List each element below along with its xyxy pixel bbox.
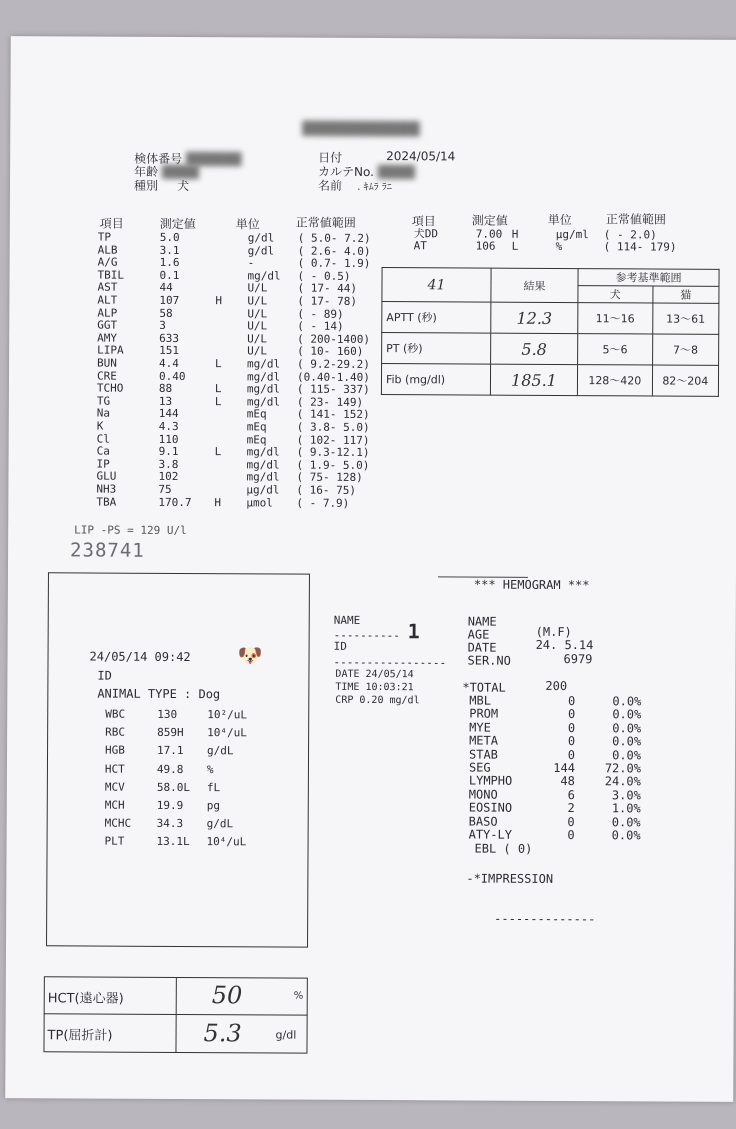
- hemo-impression: -*IMPRESSION: [466, 871, 554, 886]
- species-value: 犬: [177, 178, 190, 194]
- dog-icon: 🐶: [237, 643, 263, 668]
- hemo-age-label: AGE: [467, 627, 490, 642]
- chem-range: ( 9.2-29.2): [297, 357, 370, 371]
- hemo-item: BASO: [468, 814, 498, 829]
- chem-flag: L: [215, 357, 222, 371]
- chem-unit: U/L: [247, 294, 268, 308]
- lip-ps-line: LIP -PS = 129 U/l: [74, 523, 187, 538]
- tp-refractometer-value: 5.3: [203, 1019, 242, 1048]
- cbc-value: 19.9: [156, 798, 184, 813]
- chem-item: Cl: [96, 432, 110, 446]
- chem-range: ( 17- 78): [297, 294, 358, 308]
- coag-table-row: [382, 302, 719, 335]
- chem-header-item: 項目: [99, 216, 124, 231]
- hemo-item: MONO: [468, 787, 498, 802]
- coag-cat-range: 82〜204: [652, 365, 718, 396]
- cbc-item: HGB: [105, 743, 125, 758]
- chem-unit: g/dl: [247, 243, 275, 258]
- coag-top-flag: H: [511, 227, 519, 241]
- coag-cat-header: 猫: [653, 286, 719, 303]
- chem-value: 4.3: [158, 419, 179, 433]
- cbc-item: MCH: [104, 798, 125, 812]
- chem-range: ( - 7.9): [296, 496, 350, 510]
- chem-unit: mEq: [246, 420, 267, 434]
- hemo-count: 0: [568, 694, 576, 709]
- chem-item: AST: [97, 280, 118, 295]
- coag-cat-range: 13〜61: [652, 303, 718, 334]
- chem-item: ALT: [97, 293, 118, 307]
- chem-unit: mg/dl: [246, 458, 280, 472]
- cbc-value: 859H: [157, 726, 184, 740]
- cbc-value: 49.8: [156, 762, 184, 776]
- crp-dashes: ----------: [333, 628, 400, 643]
- cbc-animal-type: ANIMAL TYPE : Dog: [97, 686, 221, 702]
- hemo-count: 0: [567, 720, 576, 735]
- chem-unit: mg/dl: [246, 369, 281, 384]
- chem-unit: mg/dl: [247, 357, 281, 371]
- hemo-pct: 0.0%: [612, 721, 642, 736]
- chem-unit: -: [247, 256, 255, 270]
- chem-value: 75: [158, 482, 172, 496]
- chem-value: 1.6: [159, 256, 180, 270]
- coag-corner-note: 41: [427, 276, 446, 293]
- hemo-item: ATY-LY: [468, 827, 513, 842]
- coag-reference-table: [381, 267, 720, 397]
- coag-handwritten-value: 185.1: [511, 370, 557, 390]
- chem-range: ( 16- 75): [296, 483, 357, 497]
- coag-top-item: AT: [413, 239, 427, 253]
- chem-header-value: 測定値: [159, 216, 196, 232]
- chem-unit: mEq: [246, 432, 267, 447]
- chem-header-unit: 単位: [235, 217, 260, 232]
- chem-value: 3.1: [159, 243, 180, 257]
- hemo-pct: 24.0%: [604, 774, 641, 789]
- coag-top-flag: L: [511, 239, 519, 253]
- hemo-date-value: 24. 5.14: [535, 637, 594, 653]
- chem-item: Ca: [96, 444, 110, 458]
- chem-value: 4.4: [159, 356, 179, 370]
- chem-range: ( 9.3-12.1): [296, 445, 370, 460]
- hemo-item: MYE: [469, 720, 491, 735]
- coag-table-row: [381, 364, 718, 397]
- cbc-unit: 10⁴/uL: [207, 726, 247, 740]
- chem-range: ( 141- 152): [296, 407, 370, 422]
- chem-unit: U/L: [247, 319, 268, 333]
- hemo-pct: 0.0%: [612, 707, 642, 722]
- cbc-id-label: ID: [97, 668, 112, 683]
- chem-item: IP: [96, 457, 110, 471]
- coag-result-value: [491, 302, 578, 333]
- chem-range: (0.40-1.40): [296, 370, 370, 384]
- coag-dog-range: 11〜16: [578, 303, 653, 334]
- hemo-count: 48: [560, 774, 575, 789]
- coag-top-value: 7.00: [475, 227, 503, 241]
- chem-range: ( - 89): [297, 307, 344, 321]
- coag-top-value: 106: [475, 239, 496, 253]
- coag-top-range: ( 114- 179): [603, 240, 677, 254]
- coag-cat-range: 7〜8: [652, 334, 718, 365]
- lab-report-sheet: [5, 36, 736, 1102]
- chem-item: NH3: [96, 482, 117, 496]
- hemo-total-value: 200: [545, 678, 568, 694]
- coag-top-unit: μg/ml: [555, 227, 589, 242]
- specimen-label: 検体番号 ██████: [134, 151, 242, 167]
- chem-value: 9.1: [158, 445, 179, 459]
- barcode-number: 238741: [70, 539, 145, 562]
- hemo-item: LYMPHO: [468, 773, 513, 789]
- chem-unit: mg/dl: [246, 470, 280, 484]
- hct-unit: %: [293, 990, 304, 1002]
- hemo-name-label: NAME: [467, 614, 497, 629]
- chem-unit: mg/dl: [246, 382, 281, 396]
- hemo-count: 0: [567, 747, 576, 762]
- chem-range: ( 200-1400): [297, 332, 371, 346]
- cbc-unit: 10⁴/uL: [206, 835, 247, 849]
- chem-item: TBIL: [97, 268, 125, 282]
- coag-dog-header: 犬: [578, 286, 653, 303]
- chem-value: 110: [158, 432, 179, 446]
- chem-range: ( 1.9- 5.0): [296, 458, 370, 472]
- coag-table-row: [382, 333, 719, 366]
- crp-date: DATE 24/05/14: [335, 668, 414, 681]
- chem-value: 58: [159, 306, 173, 320]
- coag-test-label: APTT (秒): [382, 302, 491, 334]
- chem-value: 0.1: [159, 268, 180, 282]
- cbc-unit: g/dL: [207, 744, 234, 758]
- chem-flag: H: [214, 495, 222, 509]
- cbc-value: 58.0L: [156, 780, 191, 794]
- cbc-item: MCV: [104, 780, 125, 794]
- patient-name: . ｷﾑﾗ ﾗﾆ: [357, 181, 392, 194]
- chem-range: ( 23- 149): [296, 395, 364, 409]
- chem-unit: U/L: [247, 332, 268, 346]
- hemo-item: META: [469, 733, 499, 748]
- chem-value: 0.40: [158, 369, 186, 383]
- coag-result-header: 結果: [491, 268, 578, 302]
- hemo-age-value: (M.F): [535, 624, 572, 640]
- chem-range: ( - 0.5): [297, 269, 351, 283]
- chem-value: 88: [158, 382, 173, 396]
- hct-centrifuge-label: HCT(遠心器): [47, 991, 124, 1007]
- hemogram-title: *** HEMOGRAM ***: [473, 577, 590, 593]
- coag-handwritten-value: 5.8: [521, 339, 547, 359]
- chem-unit: mg/dl: [246, 445, 280, 459]
- chem-range: ( 0.7- 1.9): [297, 256, 371, 271]
- hemo-count: 2: [567, 801, 575, 816]
- coag-ref-header: 参考基準範囲: [578, 269, 719, 287]
- species-label: 種別 犬: [133, 178, 190, 194]
- hemo-total-label: *TOTAL: [462, 680, 506, 695]
- chem-flag: H: [215, 294, 223, 308]
- chem-value: 107: [159, 293, 180, 307]
- hemo-item: STAB: [468, 747, 498, 762]
- hemo-count: 0: [567, 814, 575, 829]
- chem-value: 13: [158, 394, 173, 408]
- hemo-pct: 0.0%: [612, 734, 642, 749]
- crp-number: 1: [407, 619, 420, 644]
- cbc-unit: %: [206, 762, 214, 776]
- chem-range: ( 115- 337): [296, 382, 370, 397]
- chem-item: AMY: [97, 331, 118, 345]
- chem-range: ( 10- 160): [297, 344, 364, 359]
- cbc-unit: fL: [206, 780, 221, 795]
- coag-test-label: PT (秒): [382, 333, 491, 365]
- hemo-pct: 1.0%: [611, 801, 641, 816]
- chem-item: TP: [97, 230, 112, 244]
- coag-handwritten-value: 12.3: [516, 308, 553, 328]
- chem-value: 5.0: [159, 230, 180, 244]
- coag-result-value: [490, 364, 577, 395]
- chem-unit: U/L: [247, 281, 268, 295]
- chem-flag: L: [214, 394, 222, 409]
- chart-no-label: カルテNo. ████: [318, 164, 415, 180]
- cbc-unit: 10²/uL: [207, 708, 248, 722]
- chem-item: BUN: [97, 356, 117, 370]
- cbc-item: MCHC: [104, 816, 132, 830]
- chem-item: GGT: [97, 318, 118, 332]
- coag-header-range: 正常値範囲: [605, 212, 666, 227]
- hemo-ebl: EBL ( 0): [474, 841, 533, 856]
- cbc-value: 130: [157, 707, 178, 721]
- chem-range: ( 5.0- 7.2): [297, 231, 371, 245]
- hemo-item: PROM: [469, 706, 499, 722]
- coag-header-value: 測定値: [471, 213, 508, 228]
- hemo-serno-value: 6979: [563, 652, 593, 667]
- cbc-value: 17.1: [157, 744, 184, 758]
- chem-range: ( 3.8- 5.0): [296, 420, 370, 434]
- tp-refractometer-label: TP(屈折計): [47, 1028, 113, 1044]
- cbc-item: HCT: [104, 762, 125, 776]
- chem-item: ALB: [97, 243, 118, 257]
- hemo-pct: 72.0%: [604, 761, 641, 776]
- cbc-unit: pg: [206, 799, 221, 813]
- coag-dog-range: 128〜420: [577, 365, 652, 396]
- chem-range: ( 2.6- 4.0): [297, 244, 371, 258]
- chem-item: TCHO: [96, 381, 124, 395]
- chem-value: 102: [158, 470, 179, 484]
- hct-centrifuge-value: 50: [211, 981, 243, 1010]
- hemo-item: EOSINO: [468, 800, 513, 815]
- chem-unit: U/L: [247, 344, 268, 358]
- coag-test-label: Fib (mg/dl): [381, 364, 490, 396]
- chem-item: K: [96, 419, 104, 433]
- chem-unit: g/dl: [247, 231, 275, 245]
- cbc-printout-box: [46, 572, 310, 947]
- chem-range: ( 102- 117): [296, 433, 370, 447]
- coag-result-value: [491, 333, 578, 364]
- chem-item: TG: [96, 394, 111, 408]
- coag-top-range: ( - 2.0): [603, 228, 657, 242]
- chem-item: Na: [96, 406, 111, 421]
- hemo-serno-label: SER.NO: [467, 653, 511, 668]
- hemo-pct: 0.0%: [611, 828, 641, 843]
- chem-item: GLU: [96, 469, 117, 484]
- chem-value: 633: [159, 331, 180, 345]
- tp-unit: g/dl: [275, 1028, 297, 1042]
- chem-unit: U/L: [247, 306, 268, 321]
- hemo-item: MBL: [469, 693, 492, 708]
- chem-flag: L: [214, 445, 222, 459]
- name-label: 名前 . ｷﾑﾗ ﾗﾆ: [317, 178, 392, 194]
- hemo-count: 0: [567, 828, 575, 843]
- hemo-count: 6: [567, 787, 575, 802]
- cbc-datetime: 24/05/14 09:42: [89, 649, 191, 665]
- chem-value: 3: [159, 319, 166, 333]
- chem-unit: μmol: [246, 495, 273, 510]
- chem-range: ( - 14): [297, 319, 344, 334]
- chem-header-range: 正常値範囲: [295, 215, 356, 230]
- cbc-value: 34.3: [156, 817, 184, 831]
- chem-item: A/G: [97, 255, 118, 269]
- hemo-count: 0: [567, 734, 576, 749]
- hemo-pct: 0.0%: [612, 694, 642, 709]
- chem-value: 3.8: [158, 457, 179, 471]
- chem-unit: mg/dl: [247, 269, 281, 283]
- cbc-item: RBC: [105, 725, 126, 739]
- date-label: 日付: [318, 150, 343, 165]
- chem-unit: mg/dl: [246, 395, 281, 409]
- age-label: 年齢 ████: [134, 164, 199, 180]
- hemo-item: SEG: [468, 760, 491, 775]
- coag-top-item: 犬DD: [413, 227, 439, 241]
- crp-dashes-2: -----------------: [333, 655, 447, 670]
- chem-value: 151: [159, 344, 180, 358]
- cbc-item: PLT: [104, 834, 125, 849]
- hemo-dashes: --------------: [494, 911, 596, 927]
- chem-item: LIPA: [97, 343, 124, 358]
- cbc-item: WBC: [105, 707, 126, 721]
- crp-time: TIME 10:03:21: [335, 681, 414, 694]
- chem-range: ( 17- 44): [297, 281, 358, 296]
- chem-unit: mEq: [246, 407, 267, 421]
- hemo-count: 0: [567, 707, 576, 722]
- coag-header-item: 項目: [411, 214, 436, 229]
- chem-range: ( 75- 128): [296, 470, 363, 485]
- chem-value: 144: [158, 407, 179, 421]
- coag-header-unit: 単位: [547, 212, 572, 228]
- cbc-value: 13.1L: [156, 835, 190, 849]
- chem-value: 170.7: [158, 495, 192, 509]
- chem-flag: L: [214, 382, 222, 396]
- hemo-pct: 0.0%: [611, 814, 641, 830]
- coag-dog-range: 5〜6: [578, 334, 653, 365]
- hemo-count: 144: [553, 760, 575, 776]
- chem-item: CRE: [96, 369, 117, 383]
- hemo-pct: 0.0%: [612, 747, 642, 763]
- crp-value: CRP 0.20 mg/dl: [335, 694, 420, 707]
- chem-item: ALP: [97, 306, 118, 320]
- crp-id-label: ID: [333, 639, 347, 653]
- chem-item: TBA: [96, 495, 117, 509]
- hemo-pct: 3.0%: [611, 788, 641, 803]
- chem-unit: μg/dl: [246, 483, 280, 497]
- date-value: 2024/05/14: [386, 149, 456, 164]
- hemo-date-label: DATE: [467, 640, 497, 655]
- cbc-unit: g/dL: [206, 817, 234, 831]
- crp-name-label: NAME: [333, 613, 361, 627]
- redacted-header: ███████████████: [302, 121, 420, 138]
- chem-value: 44: [159, 281, 173, 295]
- coag-top-unit: %: [555, 239, 563, 253]
